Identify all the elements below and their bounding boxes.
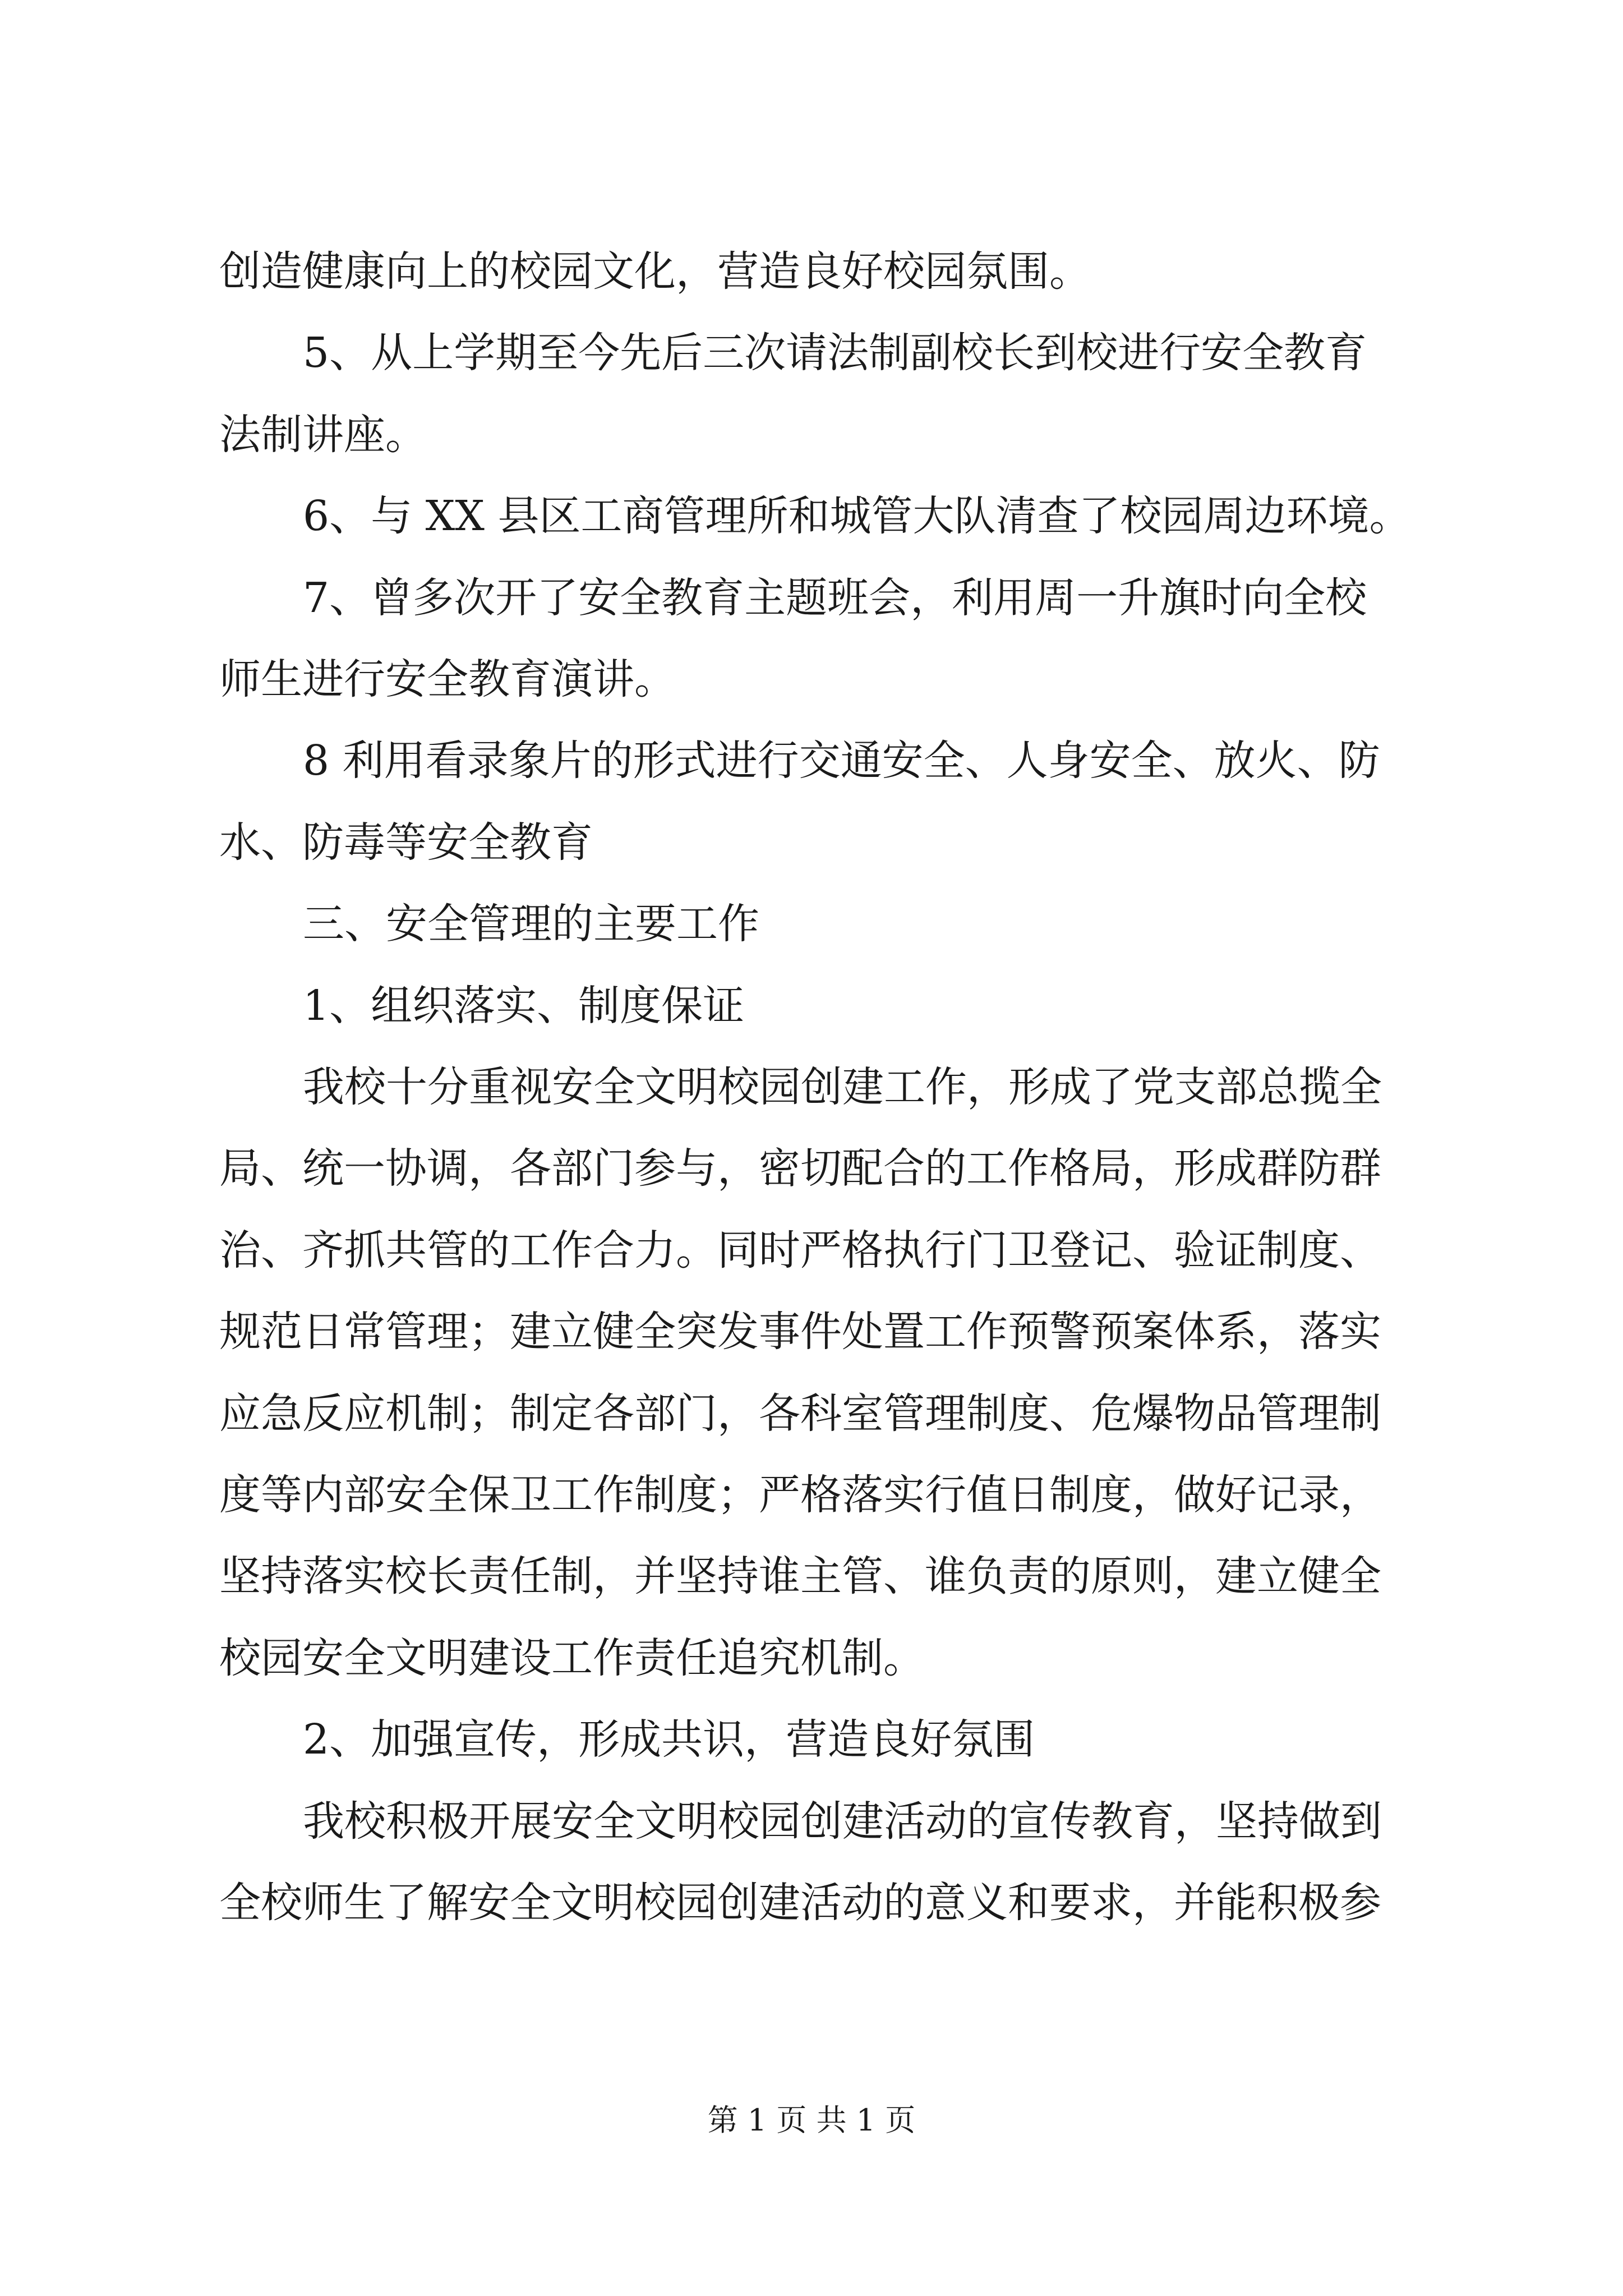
body-line: 法制讲座。 — [219, 411, 427, 459]
body-line: 治、齐抓共管的工作合力。同时严格执行门卫登记、验证制度、 — [219, 1226, 1381, 1274]
body-line: 师生进行安全教育演讲。 — [219, 655, 676, 703]
body-line: 全校师生了解安全文明校园创建活动的意义和要求，并能积极参 — [219, 1879, 1381, 1927]
body-line: 坚持落实校长责任制，并坚持谁主管、谁负责的原则，建立健全 — [219, 1552, 1381, 1600]
subsection-heading: 1、组织落实、制度保证 — [303, 982, 745, 1030]
body-line: 创造健康向上的校园文化，营造良好校园氛围。 — [219, 247, 1091, 296]
body-line: 度等内部安全保卫工作制度；严格落实行值日制度，做好记录， — [219, 1471, 1381, 1519]
body-line: 5、从上学期至今先后三次请法制副校长到校进行安全教育 — [303, 329, 1367, 377]
body-line: 规范日常管理；建立健全突发事件处置工作预警预案体系，落实 — [219, 1308, 1381, 1356]
body-line: 7、曾多次开了安全教育主题班会，利用周一升旗时向全校 — [303, 574, 1367, 622]
body-line: 6、与 XX 县区工商管理所和城管大队清查了校园周边环境。 — [303, 492, 1411, 540]
body-line: 水、防毒等安全教育 — [219, 818, 593, 867]
page-number-footer: 第 1 页 共 1 页 — [707, 2102, 916, 2138]
body-line: 校园安全文明建设工作责任追究机制。 — [219, 1634, 925, 1682]
body-line: 8 利用看录象片的形式进行交通安全、人身安全、放火、防 — [303, 737, 1380, 785]
body-line: 应急反应机制；制定各部门，各科室管理制度、危爆物品管理制 — [219, 1389, 1381, 1438]
body-line: 局、统一协调，各部门参与，密切配合的工作格局，形成群防群 — [219, 1144, 1381, 1193]
subsection-heading: 2、加强宣传，形成共识，营造良好氛围 — [303, 1715, 1035, 1764]
body-line: 我校十分重视安全文明校园创建工作，形成了党支部总揽全 — [303, 1063, 1382, 1111]
section-heading: 三、安全管理的主要工作 — [303, 900, 759, 948]
body-line: 我校积极开展安全文明校园创建活动的宣传教育，坚持做到 — [303, 1797, 1382, 1846]
